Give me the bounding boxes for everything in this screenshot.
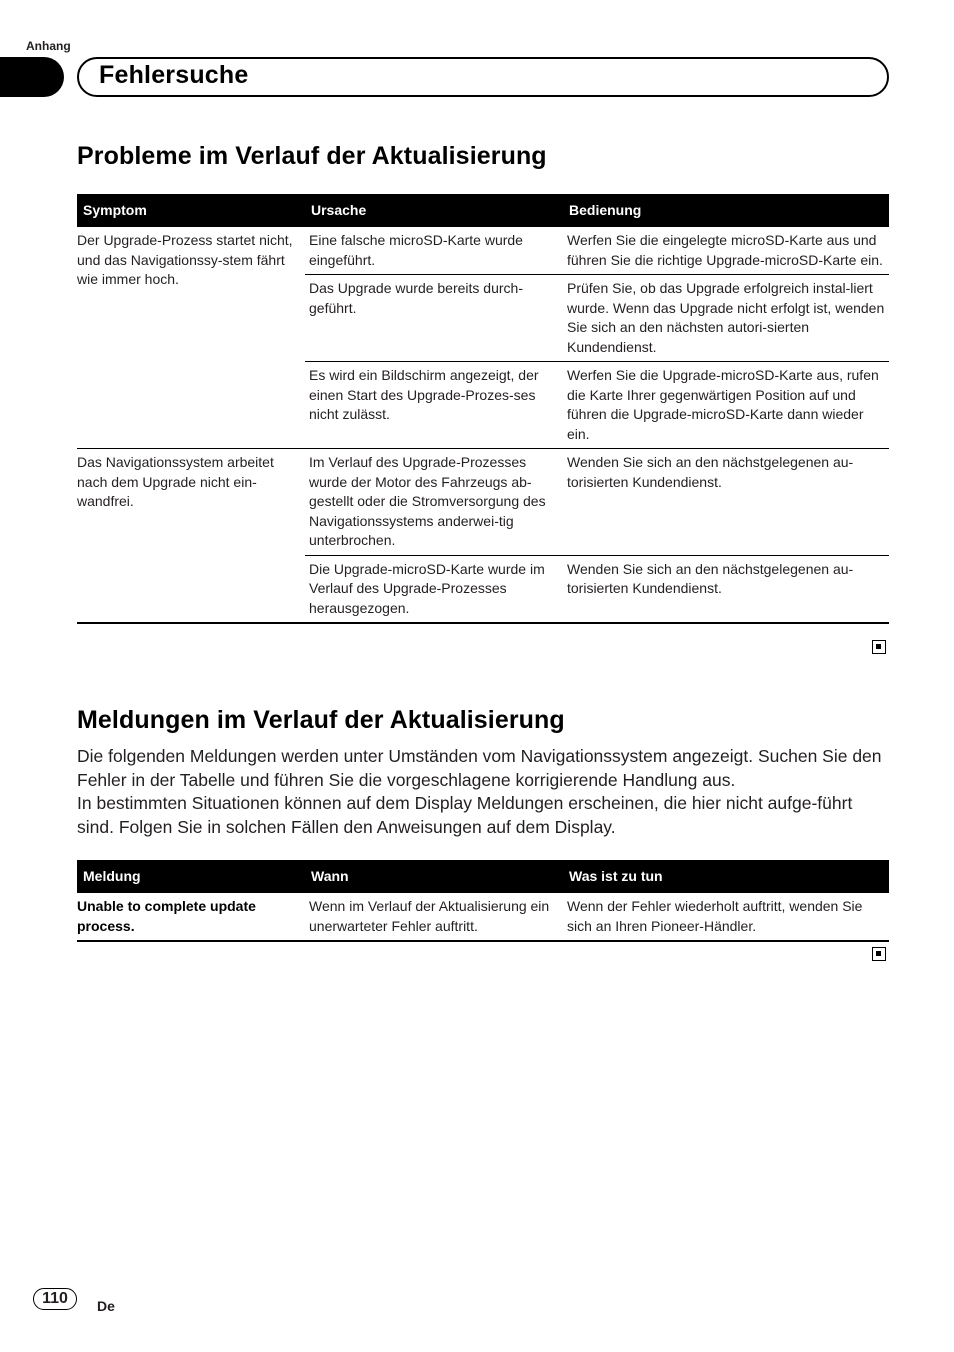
chapter-title: Fehlersuche xyxy=(99,61,249,89)
table-header-row xyxy=(77,860,889,893)
section-label: Anhang xyxy=(26,39,71,53)
action-cell: Wenden Sie sich an den nächstgelegenen au-torisierten Kundendienst. xyxy=(563,449,889,556)
table-row xyxy=(77,227,889,275)
action-cell: Prüfen Sie, ob das Upgrade erfolgreich instal-liert wurde. Wenn das Upgrade nicht erfolgt ist, wenden Sie sich an den nächsten autori-sierten Kundendienst. xyxy=(563,275,889,362)
intro-paragraph: In bestimmten Situationen können auf dem Display Meldungen erscheinen, die hier nicht aufge-führt sind. Folgen Sie in solchen Fällen den Anweisungen auf dem Display. xyxy=(77,793,853,837)
end-of-section-icon xyxy=(872,640,886,654)
end-of-section-icon xyxy=(872,947,886,961)
table-row xyxy=(77,449,889,556)
cause-cell: Eine falsche microSD-Karte wurde eingeführt. xyxy=(309,232,523,268)
column-header-action: Bedienung xyxy=(563,194,889,227)
messages-table xyxy=(77,860,889,942)
symptom-cell: Das Navigationssystem arbeitet nach dem Upgrade nicht ein-wandfrei. xyxy=(77,449,305,624)
section-title-problems: Probleme im Verlauf der Aktualisierung xyxy=(77,142,547,170)
column-header-todo: Was ist zu tun xyxy=(563,860,889,893)
section-tab-marker xyxy=(0,57,64,97)
table-header-row xyxy=(77,194,889,227)
table-row xyxy=(77,893,889,941)
section-title-messages: Meldungen im Verlauf der Aktualisierung xyxy=(77,706,565,734)
language-code: De xyxy=(97,1298,115,1314)
symptom-cell: Der Upgrade-Prozess startet nicht, und das Navigationssy-stem fährt wie immer hoch. xyxy=(77,232,293,287)
problems-table xyxy=(77,194,889,624)
column-header-when: Wann xyxy=(305,860,563,893)
cause-cell: Die Upgrade-microSD-Karte wurde im Verlauf des Upgrade-Prozesses herausgezogen. xyxy=(305,555,563,623)
action-cell: Wenden Sie sich an den nächstgelegenen au-torisierten Kundendienst. xyxy=(563,555,889,623)
page-number: 110 xyxy=(33,1288,77,1310)
column-header-symptom: Symptom xyxy=(77,194,305,227)
message-cell xyxy=(77,893,305,941)
action-cell: Werfen Sie die eingelegte microSD-Karte aus und führen Sie die richtige Upgrade-microSD-Karte ein. xyxy=(567,232,883,268)
message-text: Unable to complete update process. xyxy=(77,898,256,934)
action-cell: Werfen Sie die Upgrade-microSD-Karte aus, rufen die Karte Ihrer gegenwärtigen Position auf und führen die Upgrade-microSD-Karte dann wieder ein. xyxy=(563,362,889,449)
when-cell: Wenn im Verlauf der Aktualisierung ein unerwarteter Fehler auftritt. xyxy=(305,893,563,941)
column-header-message: Meldung xyxy=(77,860,305,893)
cause-cell: Im Verlauf des Upgrade-Prozesses wurde der Motor des Fahrzeugs ab-gestellt oder die Stromversorgung des Navigationssystems anderwei-tig unterbrochen. xyxy=(305,449,563,556)
cause-cell: Es wird ein Bildschirm angezeigt, der einen Start des Upgrade-Prozes-ses nicht zulässt. xyxy=(305,362,563,449)
todo-cell: Wenn der Fehler wiederholt auftritt, wenden Sie sich an Ihren Pioneer-Händler. xyxy=(563,893,889,941)
cause-cell: Das Upgrade wurde bereits durch-geführt. xyxy=(305,275,563,362)
column-header-cause: Ursache xyxy=(305,194,563,227)
intro-text xyxy=(77,745,889,839)
chapter-header xyxy=(77,57,889,97)
intro-paragraph: Die folgenden Meldungen werden unter Umständen vom Navigationssystem angezeigt. Suchen Sie den Fehler in der Tabelle und führen Sie die vorgeschlagene korrigierende Handlung aus. xyxy=(77,746,882,790)
